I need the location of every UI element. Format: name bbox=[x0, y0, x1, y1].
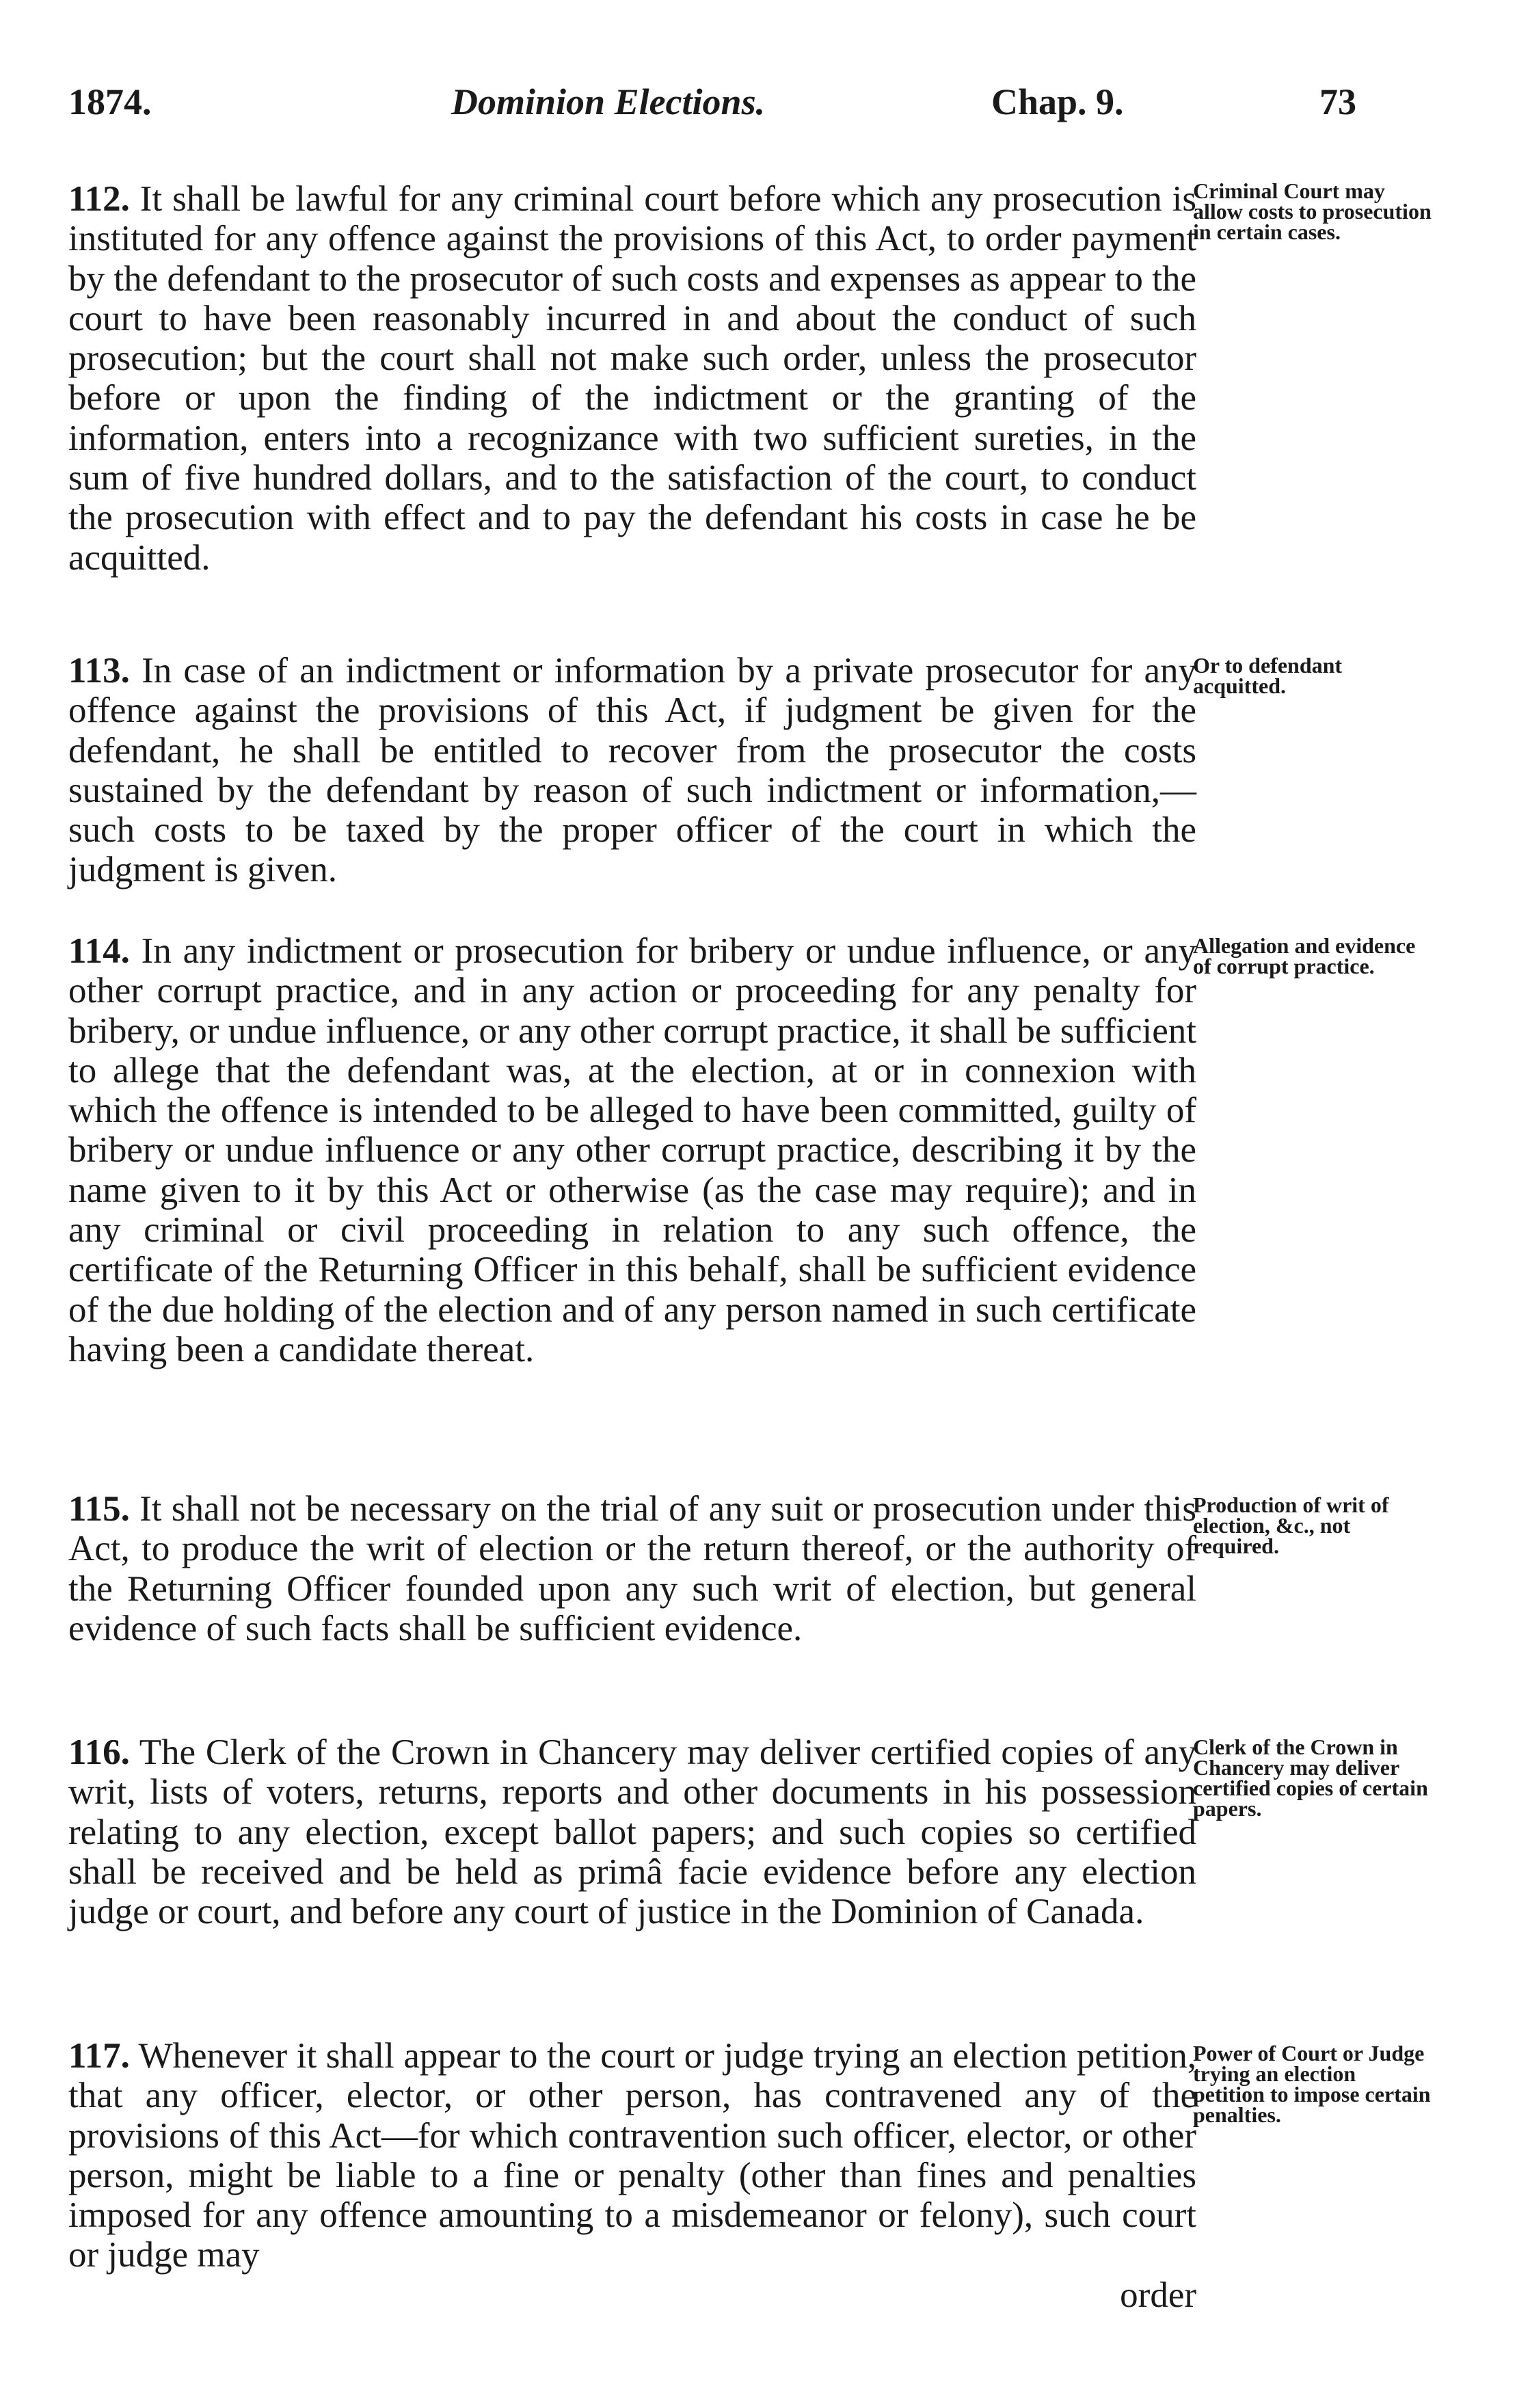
section-text: In case of an indictment or information by a private prosecutor for any offence against the provisions of this Act, if judgment be given for the defendant, he shall be entitled to recover from the prosecutor the costs sustained by the defendant by reason of such indictment or information,—such costs to be taxed by the proper officer of the court in which the judgment is given. bbox=[68, 651, 1197, 890]
section-114 bbox=[68, 931, 1196, 1369]
section-text: Whenever it shall appear to the court or judge trying an election petition, that any officer, elector, or other person, has contravened any of the provisions of this Act—for which contravention such officer, elector, or other person, might be liable to a fine or penalty (other than fines and penalties imposed for any offence amounting to a misdemeanor or felony), such court or judge may bbox=[68, 2036, 1196, 2275]
running-header bbox=[68, 81, 1367, 135]
section-paragraph bbox=[68, 1733, 1196, 1931]
margin-note-114: Allegation and evidence of corrupt practice. bbox=[1193, 933, 1416, 978]
section-paragraph bbox=[68, 651, 1196, 890]
margin-note-112: Criminal Court may allow costs to prosecution in certain cases. bbox=[1193, 178, 1432, 244]
section-number: 113. bbox=[68, 651, 130, 691]
section-115 bbox=[68, 1489, 1196, 1648]
section-text: It shall not be necessary on the trial of any suit or prosecution under this Act, to produce the writ of election or the return thereof, or the authority of the Returning Officer founded upon any such writ of election, but general evidence of such facts shall be sufficient evidence. bbox=[68, 1489, 1196, 1648]
section-paragraph bbox=[68, 179, 1196, 578]
margin-note-116: Clerk of the Crown in Chancery may deliver certified copies of certain papers. bbox=[1193, 1735, 1428, 1821]
margin-note-113: Or to defendant acquitted. bbox=[1193, 653, 1343, 698]
section-117 bbox=[68, 2036, 1196, 2315]
header-chapter: Chap. 9. bbox=[991, 81, 1124, 122]
page-number: 73 bbox=[1319, 81, 1356, 122]
section-number: 115. bbox=[68, 1489, 130, 1529]
section-number: 116. bbox=[68, 1733, 130, 1772]
section-number: 117. bbox=[68, 2036, 130, 2076]
section-text: The Clerk of the Crown in Chancery may deliver certified copies of any writ, lists of voters, returns, reports and other documents in his possession relating to any election, except ballot papers; and such copies so certified shall be received and be held as primâ facie evidence before any election judge or court, and before any court of justice in the Dominion of Canada. bbox=[68, 1733, 1196, 1932]
header-title: Dominion Elections. bbox=[451, 81, 766, 122]
margin-note-115: Production of writ of election, &c., not required. bbox=[1193, 1493, 1389, 1558]
section-paragraph bbox=[68, 931, 1196, 1369]
section-text: It shall be lawful for any criminal court before which any prosecution is instituted for any offence against the provisions of this Act, to order payment by the defendant to the prosecutor of such costs and expenses as appear to the court to have been reasonably incurred in and about the conduct of such prosecution; but the court shall not make such order, unless the prosecutor before or upon the finding of the indictment or the granting of the information, enters into a recognizance with two sufficient sureties, in the sum of five hundred dollars, and to the satisfaction of the court, to conduct the prosecution with effect and to pay the defendant his costs in case he be acquitted. bbox=[68, 179, 1197, 578]
section-113 bbox=[68, 651, 1196, 890]
margin-note-117: Power of Court or Judge trying an election petition to impose certain penalties. bbox=[1193, 2041, 1431, 2127]
section-text: In any indictment or prosecution for bribery or undue influence, or any other corrupt practice, and in any action or proceeding for any penalty for bribery, or undue influence, or any other corrupt practice, it shall be sufficient to allege that the defendant was, at the election, at or in connexion with which the offence is intended to be alleged to have been committed, guilty of bribery or undue influence or any other corrupt practice, describing it by the name given to it by this Act or otherwise (as the case may require); and in any criminal or civil proceeding in relation to any such offence, the certificate of the Returning Officer in this behalf, shall be sufficient evidence of the due holding of the election and of any person named in such certificate having been a candidate thereat. bbox=[68, 931, 1197, 1369]
section-number: 114. bbox=[68, 931, 130, 971]
section-116 bbox=[68, 1733, 1196, 1931]
catchword: order bbox=[1120, 2275, 1196, 2315]
header-year: 1874. bbox=[68, 81, 152, 122]
section-paragraph bbox=[68, 2036, 1196, 2275]
section-number: 112. bbox=[68, 179, 130, 219]
section-112 bbox=[68, 179, 1196, 578]
section-paragraph bbox=[68, 1489, 1196, 1648]
